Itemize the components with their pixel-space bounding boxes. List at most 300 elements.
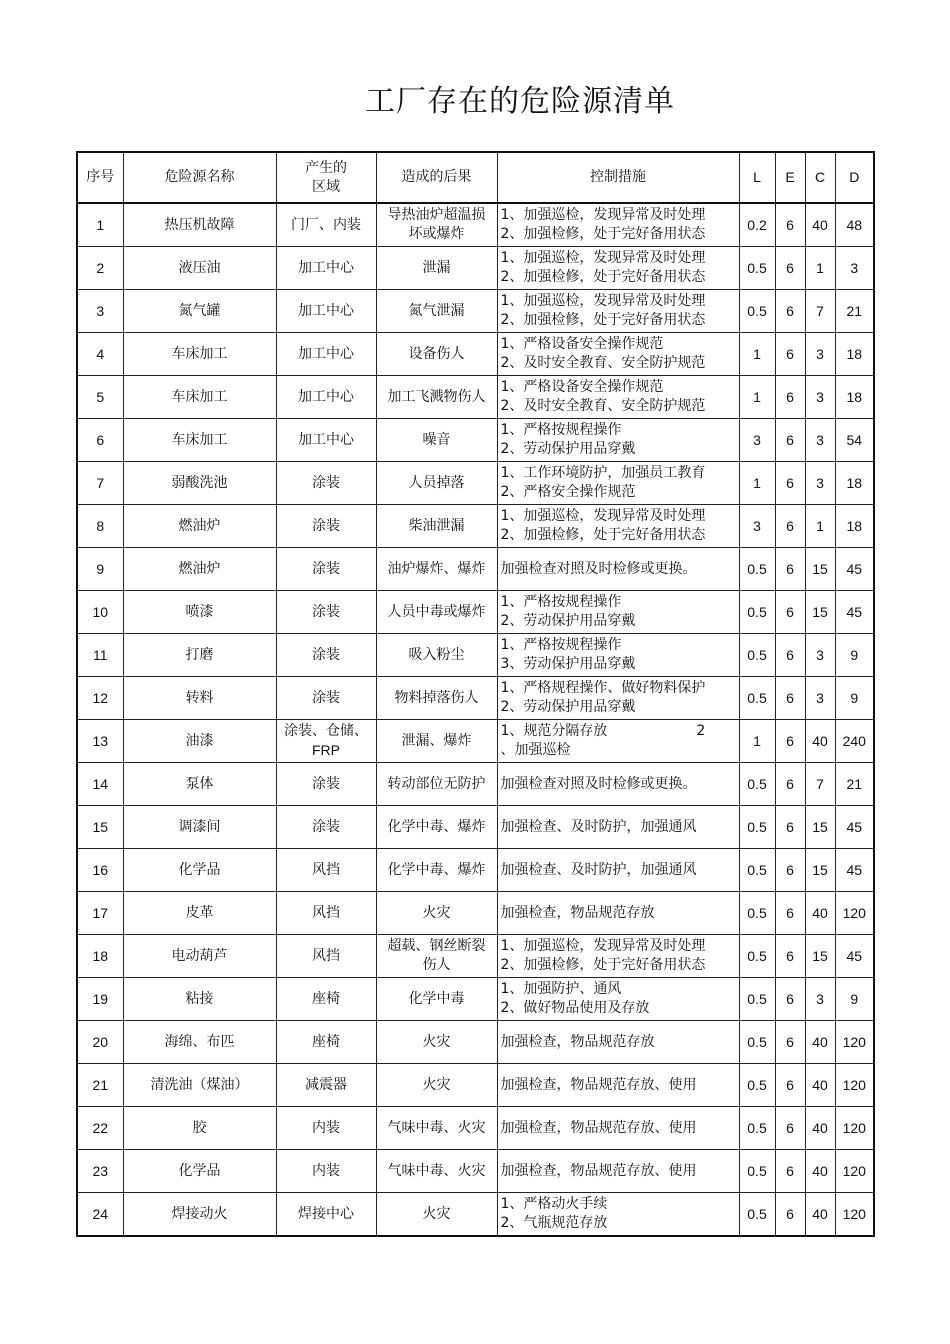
- table-row: [77, 290, 874, 333]
- cell-area-line: 座椅: [312, 990, 340, 1007]
- cell-measures-line: 1、严格规程操作、做好物料保护: [500, 680, 706, 696]
- cell-l: 0.5: [739, 634, 775, 677]
- cell-consequence: [376, 247, 497, 290]
- table-body: [77, 203, 874, 1236]
- cell-hazard-name: 粘接: [123, 978, 276, 1021]
- cell-area: [276, 634, 376, 677]
- cell-d: 18: [835, 333, 874, 376]
- cell-consequence-line: 超载、钢丝断裂: [387, 938, 486, 954]
- table-row: [77, 1064, 874, 1107]
- cell-measures-line: 加强检查，物品规范存放、使用: [500, 1076, 697, 1093]
- cell-e: 6: [775, 1150, 805, 1193]
- cell-c: 15: [805, 548, 835, 591]
- cell-no: 6: [77, 419, 123, 462]
- cell-hazard-name: 氮气罐: [123, 290, 276, 333]
- cell-consequence: [376, 1193, 497, 1237]
- cell-d: 45: [835, 806, 874, 849]
- cell-area-line: 涂装: [312, 775, 340, 792]
- cell-d: 120: [835, 1021, 874, 1064]
- header-name: 危险源名称: [123, 152, 276, 203]
- cell-d: 18: [835, 462, 874, 505]
- header-e: E: [775, 152, 805, 203]
- cell-consequence-line: 柴油泄漏: [408, 517, 465, 534]
- cell-measures: [497, 677, 739, 720]
- cell-c: 40: [805, 892, 835, 935]
- cell-no: 19: [77, 978, 123, 1021]
- cell-area-line: 减震器: [305, 1076, 347, 1093]
- cell-area: [276, 203, 376, 247]
- cell-measures: [497, 763, 739, 806]
- table-row: [77, 634, 874, 677]
- cell-l: 0.5: [739, 1150, 775, 1193]
- header-c: C: [805, 152, 835, 203]
- cell-c: 40: [805, 1107, 835, 1150]
- cell-hazard-name: 转料: [123, 677, 276, 720]
- table-row: [77, 849, 874, 892]
- cell-consequence-line: 物料掉落伤人: [394, 689, 479, 706]
- cell-measures: [497, 720, 739, 763]
- cell-area-line: 加工中心: [298, 431, 354, 448]
- cell-measures: [497, 376, 739, 419]
- cell-d: 45: [835, 935, 874, 978]
- cell-measures: [497, 849, 739, 892]
- cell-consequence-line: 火灾: [422, 1076, 451, 1093]
- cell-area: [276, 849, 376, 892]
- cell-measures-line: 加强检查，物品规范存放: [500, 904, 655, 921]
- cell-measures: [497, 419, 739, 462]
- cell-measures-line: 2、劳动保护用品穿戴: [500, 613, 636, 629]
- cell-no: 4: [77, 333, 123, 376]
- cell-consequence: [376, 548, 497, 591]
- cell-no: 3: [77, 290, 123, 333]
- cell-e: 6: [775, 419, 805, 462]
- cell-consequence: [376, 677, 497, 720]
- cell-measures: [497, 591, 739, 634]
- cell-consequence: [376, 462, 497, 505]
- table-header-row: [77, 152, 874, 203]
- cell-consequence: [376, 290, 497, 333]
- cell-hazard-name: 油漆: [123, 720, 276, 763]
- cell-area-line: 涂装: [312, 646, 340, 663]
- table-row: [77, 1107, 874, 1150]
- cell-area-line: 涂装: [312, 603, 340, 620]
- cell-e: 6: [775, 505, 805, 548]
- cell-area: [276, 892, 376, 935]
- cell-l: 0.5: [739, 978, 775, 1021]
- cell-area-line: 涂装: [312, 517, 340, 534]
- cell-hazard-name: 化学品: [123, 1150, 276, 1193]
- cell-no: 8: [77, 505, 123, 548]
- cell-consequence: [376, 333, 497, 376]
- table-row: [77, 978, 874, 1021]
- cell-l: 1: [739, 462, 775, 505]
- cell-no: 7: [77, 462, 123, 505]
- cell-area: [276, 1193, 376, 1237]
- cell-c: 3: [805, 376, 835, 419]
- cell-c: 7: [805, 763, 835, 806]
- cell-area: [276, 591, 376, 634]
- cell-consequence-line: 导热油炉超温损: [387, 207, 486, 223]
- cell-consequence-line: 化学中毒、爆炸: [387, 818, 486, 835]
- cell-d: 18: [835, 505, 874, 548]
- cell-no: 17: [77, 892, 123, 935]
- cell-hazard-name: 化学品: [123, 849, 276, 892]
- cell-hazard-name: 胶: [123, 1107, 276, 1150]
- table-row: [77, 935, 874, 978]
- cell-l: 0.5: [739, 1064, 775, 1107]
- cell-area-line: 加工中心: [298, 259, 354, 276]
- table-row: [77, 806, 874, 849]
- cell-measures: [497, 634, 739, 677]
- cell-c: 1: [805, 247, 835, 290]
- cell-measures-line: 1、严格按规程操作: [500, 594, 622, 610]
- cell-e: 6: [775, 548, 805, 591]
- cell-consequence-line: 气味中毒、火灾: [387, 1162, 486, 1179]
- cell-area-line: 加工中心: [298, 345, 354, 362]
- table-row: [77, 462, 874, 505]
- cell-consequence-line: 吸入粉尘: [408, 646, 465, 663]
- table-row: [77, 1021, 874, 1064]
- cell-l: 0.2: [739, 203, 775, 247]
- table-row: [77, 203, 874, 247]
- cell-measures-line: 加强检查，物品规范存放、使用: [500, 1162, 697, 1179]
- cell-d: 45: [835, 548, 874, 591]
- cell-consequence-line: 火灾: [422, 904, 451, 921]
- cell-consequence: [376, 203, 497, 247]
- cell-measures-line: 1、严格设备安全操作规范: [500, 336, 664, 352]
- cell-c: 7: [805, 290, 835, 333]
- cell-hazard-name: 液压油: [123, 247, 276, 290]
- cell-measures: [497, 462, 739, 505]
- cell-area: [276, 462, 376, 505]
- cell-consequence: [376, 505, 497, 548]
- cell-consequence: [376, 892, 497, 935]
- cell-l: 0.5: [739, 849, 775, 892]
- cell-e: 6: [775, 1021, 805, 1064]
- cell-e: 6: [775, 634, 805, 677]
- cell-c: 3: [805, 462, 835, 505]
- cell-measures-line: 1、规范分隔存放 2: [500, 723, 706, 739]
- cell-measures-line: 3、劳动保护用品穿戴: [500, 656, 636, 672]
- cell-measures-line: 加强检查、及时防护，加强通风: [500, 818, 697, 835]
- cell-consequence-line: 火灾: [422, 1205, 451, 1222]
- cell-d: 9: [835, 978, 874, 1021]
- cell-measures-line: 2、加强检修，处于完好备用状态: [500, 527, 706, 543]
- cell-measures: [497, 548, 739, 591]
- cell-d: 54: [835, 419, 874, 462]
- cell-area-line: 内装: [312, 1119, 340, 1136]
- cell-measures-line: 2、气瓶规范存放: [500, 1215, 608, 1231]
- cell-measures-line: 加强检查，物品规范存放: [500, 1033, 655, 1050]
- cell-hazard-name: 清洗油（煤油）: [123, 1064, 276, 1107]
- cell-consequence-line: 伤人: [422, 957, 451, 973]
- cell-d: 3: [835, 247, 874, 290]
- cell-e: 6: [775, 376, 805, 419]
- cell-measures-line: 2、劳动保护用品穿戴: [500, 699, 636, 715]
- cell-e: 6: [775, 806, 805, 849]
- cell-hazard-name: 车床加工: [123, 419, 276, 462]
- header-area: [276, 152, 376, 203]
- cell-area: [276, 978, 376, 1021]
- header-d: D: [835, 152, 874, 203]
- cell-measures-line: 2、做好物品使用及存放: [500, 1000, 650, 1016]
- cell-measures-line: 1、严格动火手续: [500, 1196, 608, 1212]
- cell-e: 6: [775, 677, 805, 720]
- cell-no: 20: [77, 1021, 123, 1064]
- cell-no: 16: [77, 849, 123, 892]
- cell-e: 6: [775, 1064, 805, 1107]
- cell-l: 0.5: [739, 935, 775, 978]
- cell-consequence: [376, 720, 497, 763]
- cell-measures-line: 加强检查对照及时检修或更换。: [500, 560, 697, 577]
- cell-e: 6: [775, 1193, 805, 1237]
- table-row: [77, 892, 874, 935]
- cell-c: 3: [805, 634, 835, 677]
- cell-consequence: [376, 1064, 497, 1107]
- cell-area-line: 门厂、内装: [291, 216, 361, 233]
- cell-d: 21: [835, 763, 874, 806]
- cell-measures-line: 加强检查对照及时检修或更换。: [500, 775, 697, 792]
- cell-l: 0.5: [739, 677, 775, 720]
- header-area-line1: 产生的: [305, 159, 347, 176]
- cell-hazard-name: 弱酸洗池: [123, 462, 276, 505]
- cell-no: 15: [77, 806, 123, 849]
- cell-e: 6: [775, 849, 805, 892]
- cell-consequence-line: 泄漏: [422, 259, 451, 276]
- cell-area-line: 焊接中心: [298, 1205, 354, 1222]
- cell-no: 5: [77, 376, 123, 419]
- cell-consequence-line: 人员中毒或爆炸: [387, 603, 486, 620]
- cell-measures-line: 、加强巡检: [500, 742, 571, 758]
- cell-measures: [497, 1021, 739, 1064]
- cell-hazard-name: 燃油炉: [123, 548, 276, 591]
- cell-e: 6: [775, 591, 805, 634]
- cell-measures: [497, 1064, 739, 1107]
- cell-area: [276, 1150, 376, 1193]
- cell-consequence-line: 化学中毒、爆炸: [387, 861, 486, 878]
- cell-measures: [497, 1107, 739, 1150]
- cell-c: 40: [805, 1193, 835, 1237]
- cell-d: 9: [835, 634, 874, 677]
- cell-l: 3: [739, 419, 775, 462]
- cell-hazard-name: 车床加工: [123, 333, 276, 376]
- cell-area-line: 内装: [312, 1162, 340, 1179]
- cell-measures: [497, 1193, 739, 1237]
- cell-measures: [497, 247, 739, 290]
- cell-no: 11: [77, 634, 123, 677]
- cell-l: 0.5: [739, 247, 775, 290]
- cell-measures-line: 1、加强巡检，发现异常及时处理: [500, 207, 706, 223]
- cell-e: 6: [775, 247, 805, 290]
- cell-consequence-line: 化学中毒: [408, 990, 465, 1007]
- cell-measures-line: 1、严格按规程操作: [500, 637, 622, 653]
- table-row: [77, 720, 874, 763]
- cell-area-line: 座椅: [312, 1033, 340, 1050]
- cell-hazard-name: 泵体: [123, 763, 276, 806]
- cell-c: 15: [805, 591, 835, 634]
- cell-area-line: FRP: [312, 742, 340, 758]
- cell-l: 0.5: [739, 1193, 775, 1237]
- cell-measures: [497, 1150, 739, 1193]
- cell-measures-line: 2、加强检修，处于完好备用状态: [500, 312, 706, 328]
- cell-consequence: [376, 634, 497, 677]
- cell-e: 6: [775, 763, 805, 806]
- cell-c: 15: [805, 935, 835, 978]
- cell-e: 6: [775, 1107, 805, 1150]
- cell-e: 6: [775, 892, 805, 935]
- cell-no: 13: [77, 720, 123, 763]
- cell-l: 0.5: [739, 763, 775, 806]
- cell-consequence-line: 噪音: [422, 431, 451, 448]
- cell-e: 6: [775, 462, 805, 505]
- cell-measures: [497, 978, 739, 1021]
- cell-measures: [497, 333, 739, 376]
- cell-measures: [497, 935, 739, 978]
- cell-measures-line: 1、严格设备安全操作规范: [500, 379, 664, 395]
- cell-measures: [497, 806, 739, 849]
- cell-hazard-name: 车床加工: [123, 376, 276, 419]
- cell-hazard-name: 皮革: [123, 892, 276, 935]
- cell-no: 18: [77, 935, 123, 978]
- cell-d: 120: [835, 1107, 874, 1150]
- table-row: [77, 419, 874, 462]
- cell-measures: [497, 892, 739, 935]
- cell-consequence: [376, 591, 497, 634]
- cell-area-line: 风挡: [312, 904, 340, 921]
- table-row: [77, 591, 874, 634]
- cell-no: 12: [77, 677, 123, 720]
- cell-consequence-line: 人员掉落: [408, 474, 465, 491]
- cell-d: 120: [835, 892, 874, 935]
- cell-no: 9: [77, 548, 123, 591]
- cell-area-line: 加工中心: [298, 388, 354, 405]
- cell-e: 6: [775, 978, 805, 1021]
- cell-l: 0.5: [739, 548, 775, 591]
- cell-c: 3: [805, 419, 835, 462]
- cell-no: 1: [77, 203, 123, 247]
- cell-measures-line: 2、及时安全教育、安全防护规范: [500, 398, 706, 414]
- cell-no: 2: [77, 247, 123, 290]
- cell-hazard-name: 电动葫芦: [123, 935, 276, 978]
- cell-area: [276, 720, 376, 763]
- cell-e: 6: [775, 333, 805, 376]
- table-row: [77, 376, 874, 419]
- table-row: [77, 677, 874, 720]
- cell-area: [276, 1021, 376, 1064]
- cell-l: 0.5: [739, 806, 775, 849]
- cell-consequence: [376, 806, 497, 849]
- cell-c: 1: [805, 505, 835, 548]
- cell-area-line: 涂装: [312, 689, 340, 706]
- cell-consequence-line: 油炉爆炸、爆炸: [387, 560, 486, 577]
- cell-consequence: [376, 763, 497, 806]
- cell-consequence: [376, 1107, 497, 1150]
- cell-l: 0.5: [739, 1021, 775, 1064]
- table-row: [77, 548, 874, 591]
- cell-hazard-name: 焊接动火: [123, 1193, 276, 1237]
- cell-consequence-line: 泄漏、爆炸: [401, 732, 472, 749]
- cell-no: 21: [77, 1064, 123, 1107]
- cell-area: [276, 333, 376, 376]
- cell-area: [276, 548, 376, 591]
- cell-c: 15: [805, 849, 835, 892]
- cell-area-line: 风挡: [312, 861, 340, 878]
- cell-consequence: [376, 849, 497, 892]
- cell-l: 0.5: [739, 290, 775, 333]
- cell-hazard-name: 燃油炉: [123, 505, 276, 548]
- table-row: [77, 333, 874, 376]
- cell-area: [276, 419, 376, 462]
- cell-no: 24: [77, 1193, 123, 1237]
- cell-area: [276, 1107, 376, 1150]
- cell-hazard-name: 调漆间: [123, 806, 276, 849]
- cell-e: 6: [775, 290, 805, 333]
- cell-l: 0.5: [739, 892, 775, 935]
- cell-no: 10: [77, 591, 123, 634]
- cell-consequence: [376, 978, 497, 1021]
- cell-measures-line: 1、加强防护、通风: [500, 981, 622, 997]
- cell-consequence-line: 氮气泄漏: [408, 302, 465, 319]
- header-l: L: [739, 152, 775, 203]
- cell-c: 3: [805, 333, 835, 376]
- cell-measures-line: 2、加强检修，处于完好备用状态: [500, 269, 706, 285]
- cell-l: 1: [739, 333, 775, 376]
- cell-e: 6: [775, 720, 805, 763]
- cell-hazard-name: 喷漆: [123, 591, 276, 634]
- cell-area-line: 涂装: [312, 474, 340, 491]
- cell-measures-line: 1、工作环境防护，加强员工教育: [500, 465, 706, 481]
- header-area-line2: 区域: [312, 178, 340, 195]
- cell-measures-line: 2、加强检修，处于完好备用状态: [500, 226, 706, 242]
- cell-consequence: [376, 376, 497, 419]
- cell-d: 45: [835, 591, 874, 634]
- cell-area-line: 涂装: [312, 818, 340, 835]
- cell-measures-line: 2、加强检修，处于完好备用状态: [500, 957, 706, 973]
- cell-d: 120: [835, 1064, 874, 1107]
- table-row: [77, 505, 874, 548]
- cell-consequence: [376, 1150, 497, 1193]
- cell-consequence-line: 加工飞溅物伤人: [387, 388, 486, 405]
- page-title: 工厂存在的危险源清单: [365, 84, 675, 119]
- cell-c: 15: [805, 806, 835, 849]
- cell-hazard-name: 热压机故障: [123, 203, 276, 247]
- cell-d: 18: [835, 376, 874, 419]
- cell-area: [276, 935, 376, 978]
- cell-c: 3: [805, 677, 835, 720]
- cell-c: 3: [805, 978, 835, 1021]
- cell-measures-line: 1、严格按规程操作: [500, 422, 622, 438]
- cell-e: 6: [775, 203, 805, 247]
- cell-no: 22: [77, 1107, 123, 1150]
- cell-consequence: [376, 1021, 497, 1064]
- cell-area-line: 涂装: [312, 560, 340, 577]
- cell-no: 14: [77, 763, 123, 806]
- cell-measures-line: 2、及时安全教育、安全防护规范: [500, 355, 706, 371]
- cell-d: 120: [835, 1150, 874, 1193]
- cell-measures-line: 加强检查、及时防护，加强通风: [500, 861, 697, 878]
- header-measures: 控制措施: [497, 152, 739, 203]
- cell-consequence-line: 火灾: [422, 1033, 451, 1050]
- cell-c: 40: [805, 1064, 835, 1107]
- cell-d: 120: [835, 1193, 874, 1237]
- cell-area-line: 加工中心: [298, 302, 354, 319]
- cell-consequence-line: 气味中毒、火灾: [387, 1119, 486, 1136]
- cell-area: [276, 376, 376, 419]
- cell-d: 21: [835, 290, 874, 333]
- cell-c: 40: [805, 1150, 835, 1193]
- table-row: [77, 1193, 874, 1237]
- cell-area: [276, 1064, 376, 1107]
